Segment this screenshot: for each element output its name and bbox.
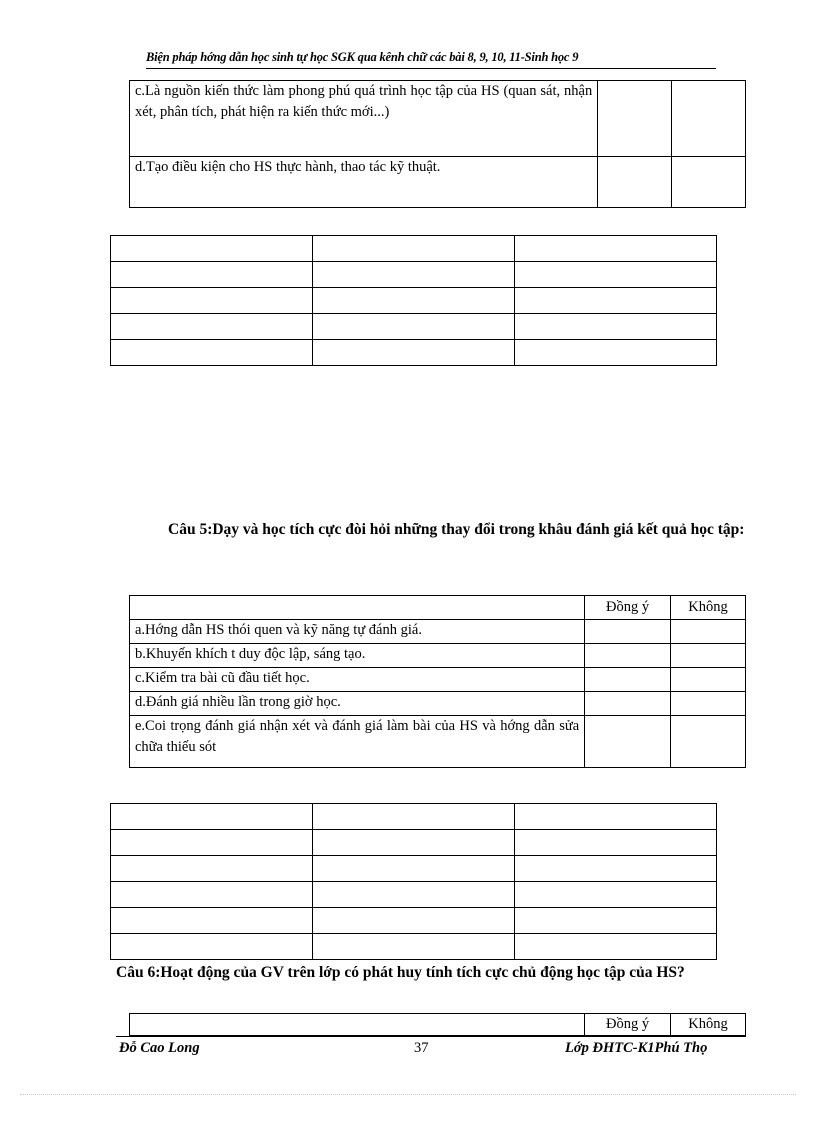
page-number: 37: [414, 1040, 429, 1056]
table-row: [130, 716, 746, 768]
blank-cell: [111, 262, 313, 288]
col-header-agree: Đồng ý: [585, 1014, 671, 1036]
blank-cell: [515, 934, 717, 960]
disagree-cell[interactable]: [671, 644, 746, 668]
footer-class: Lớp ĐHTC-K1Phú Thọ: [565, 1040, 708, 1056]
table-row: [130, 81, 746, 157]
option-text: c.Là nguồn kiến thức làm phong phú quá trình học tập của HS (quan sát, nhận xét, phân tích, phát hiện ra kiến thức mới...): [130, 81, 598, 157]
blank-cell: [515, 340, 717, 366]
col-header-disagree: Không: [671, 596, 746, 620]
blank-cell: [515, 288, 717, 314]
blank-cell: [312, 340, 515, 366]
option-text: e.Coi trọng đánh giá nhận xét và đánh giá làm bài của HS và hớng dẫn sửa chữa thiếu sót: [130, 716, 585, 768]
agree-cell[interactable]: [598, 157, 672, 208]
blank-cell: [111, 908, 313, 934]
disagree-cell[interactable]: [671, 620, 746, 644]
blank-grid-1: [110, 235, 717, 366]
blank-cell: [111, 804, 313, 830]
option-text: a.Hớng dẫn HS thói quen và kỹ năng tự đánh giá.: [130, 620, 585, 644]
table-row: [130, 668, 746, 692]
disagree-cell[interactable]: [671, 692, 746, 716]
blank-cell: [111, 934, 313, 960]
blank-cell: [515, 856, 717, 882]
blank-cell: [312, 236, 515, 262]
blank-cell: [312, 288, 515, 314]
running-header: Biện pháp hớng dẫn học sinh tự học SGK qua kênh chữ các bài 8, 9, 10, 11-Sinh học 9: [146, 50, 716, 69]
table-row: [130, 157, 746, 208]
table-header-row: [130, 1014, 746, 1036]
blank-cell: [312, 908, 515, 934]
option-text: d.Tạo điều kiện cho HS thực hành, thao tác kỹ thuật.: [130, 157, 598, 208]
blank-cell: [111, 882, 313, 908]
table-header-row: [130, 596, 746, 620]
blank-cell: [111, 288, 313, 314]
table-question5: [129, 595, 746, 768]
disagree-cell[interactable]: [671, 668, 746, 692]
agree-cell[interactable]: [598, 81, 672, 157]
disagree-cell[interactable]: [672, 81, 746, 157]
agree-cell[interactable]: [585, 644, 671, 668]
page-edge-divider: [20, 1094, 796, 1095]
blank-cell: [312, 804, 515, 830]
blank-cell: [515, 908, 717, 934]
disagree-cell[interactable]: [671, 716, 746, 768]
blank-cell: [312, 934, 515, 960]
footer-author: Đỗ Cao Long: [119, 1040, 200, 1056]
blank-cell: [111, 314, 313, 340]
table-row: [130, 620, 746, 644]
blank-cell: [312, 314, 515, 340]
agree-cell[interactable]: [585, 692, 671, 716]
col-header-agree: Đồng ý: [585, 596, 671, 620]
question-6-text: Câu 6:Hoạt động của GV trên lớp có phát huy tính tích cực chủ động học tập của HS?: [116, 964, 685, 981]
table-row: [130, 692, 746, 716]
blank-cell: [515, 882, 717, 908]
col-header-disagree: Không: [671, 1014, 746, 1036]
blank-cell: [515, 314, 717, 340]
blank-cell: [312, 830, 515, 856]
footer-rule: [116, 1036, 746, 1037]
disagree-cell[interactable]: [672, 157, 746, 208]
table-question4-continued: [129, 80, 746, 208]
blank-cell: [111, 340, 313, 366]
table-question6: [129, 1013, 746, 1036]
blank-cell: [111, 236, 313, 262]
table-row: [130, 644, 746, 668]
blank-cell: [515, 830, 717, 856]
agree-cell[interactable]: [585, 716, 671, 768]
agree-cell[interactable]: [585, 668, 671, 692]
option-text: d.Đánh giá nhiều lần trong giờ học.: [130, 692, 585, 716]
blank-cell: [111, 856, 313, 882]
blank-cell: [312, 262, 515, 288]
blank-cell: [515, 236, 717, 262]
blank-cell: [515, 262, 717, 288]
blank-cell: [312, 882, 515, 908]
header-blank-cell: [130, 1014, 585, 1036]
blank-cell: [111, 830, 313, 856]
header-blank-cell: [130, 596, 585, 620]
blank-grid-2: [110, 803, 717, 960]
option-text: b.Khuyến khích t duy độc lập, sáng tạo.: [130, 644, 585, 668]
blank-cell: [312, 856, 515, 882]
blank-cell: [515, 804, 717, 830]
agree-cell[interactable]: [585, 620, 671, 644]
option-text: c.Kiểm tra bài cũ đầu tiết học.: [130, 668, 585, 692]
question-5-text: Câu 5:Dạy và học tích cực đòi hỏi những thay đổi trong khâu đánh giá kết quả học tập:: [168, 521, 745, 538]
